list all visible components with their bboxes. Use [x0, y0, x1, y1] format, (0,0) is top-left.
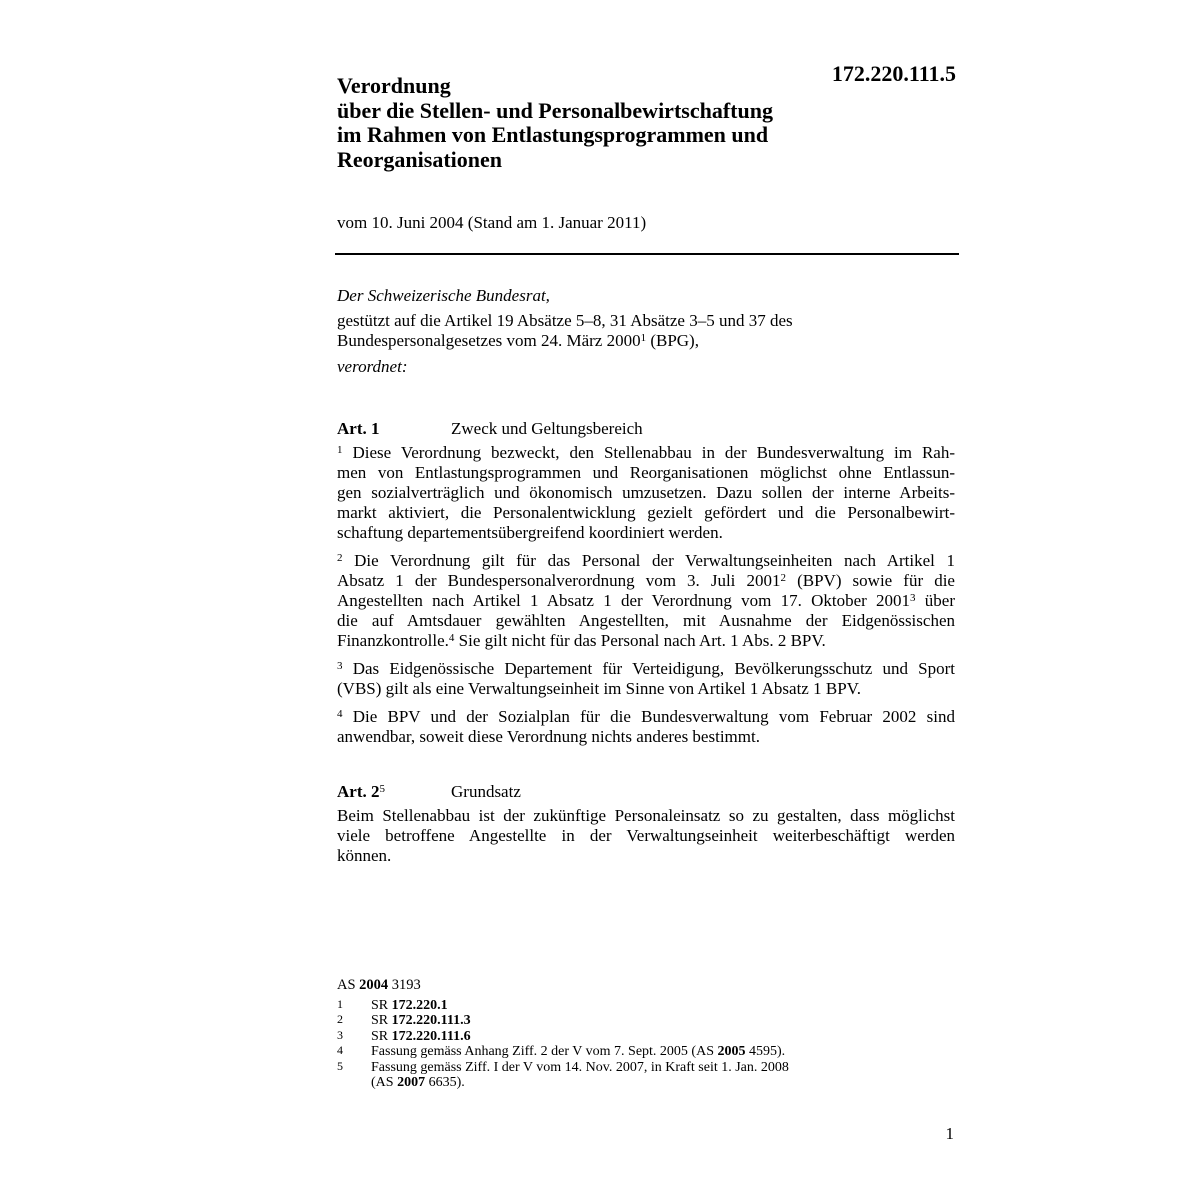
line: viele betroffene Angestellte in der Verwaltungseinheit weiterbeschäftigt werden [337, 826, 955, 845]
line [337, 443, 955, 463]
ingress-basis [337, 311, 955, 351]
line-text: Das Eidgenössische Departement für Verteidigung, Bevölkerungsschutz und Sport [342, 659, 955, 678]
paragraph-4 [337, 707, 955, 747]
paragraph-number: 1 [337, 444, 343, 456]
line [337, 707, 955, 727]
paragraph [337, 806, 955, 866]
ingress [337, 286, 955, 382]
article-heading: Zweck und Geltungsbereich [451, 419, 643, 438]
line: schaftung departementsübergreifend koordiniert werden. [337, 523, 723, 542]
article-number: Art. 1 [337, 419, 380, 438]
line-text: Sie gilt nicht für das Personal nach Art. 1 Abs. 2 BPV. [454, 631, 826, 650]
paragraph-3 [337, 659, 955, 699]
footnote-ref[interactable]: 3 [910, 592, 916, 604]
article-number: Art. $2^5$ [337, 782, 385, 801]
as-reference: AS 2004 3193 [337, 977, 421, 993]
ingress-authority: Der Schweizerische Bundesrat, [337, 286, 550, 305]
line: men von Entlastungsprogrammen und Reorganisationen möglichst ohne Entlassun- [337, 463, 955, 482]
footnote-text: Fassung gemäss Ziff. I der V vom 14. Nov. 2007, in Kraft seit 1. Jan. 2008 (AS 2007 6635). [371, 1059, 789, 1090]
title-line: Reorganisationen [337, 146, 502, 172]
title-line: im Rahmen von Entlastungsprogrammen und [337, 122, 769, 147]
line: Beim Stellenabbau ist der zukünftige Personaleinsatz so zu gestalten, dass möglichst [337, 806, 955, 825]
line-text: Absatz 1 der Bundespersonalverordnung vom 3. Juli 2001 [337, 571, 781, 590]
footnote [337, 1044, 897, 1060]
paragraph-number: 2 [337, 552, 343, 564]
footnote-ref[interactable]: 2 [780, 572, 786, 584]
page-number: 1 [945, 1124, 954, 1143]
line [337, 659, 955, 679]
document-date: vom 10. Juni 2004 (Stand am 1. Januar 2011) [337, 213, 647, 232]
footnote-number: 2 [337, 1012, 343, 1026]
line [337, 571, 955, 591]
footnote-number: 1 [337, 996, 343, 1011]
line: markt aktiviert, die Personalentwicklung gezielt gefördert und die Personalbewirt- [337, 503, 955, 522]
paragraph-number: 3 [337, 660, 343, 672]
ingress-basis-line2-end: (BPG), [646, 331, 699, 350]
paragraph-1 [337, 443, 955, 543]
footnote-text: SR 172.220.111.3 [371, 1013, 471, 1028]
footnote [337, 1029, 897, 1045]
line-text: Diese Verordnung bezweckt, den Stellenabbau in der Bundesverwaltung im Rah- [342, 443, 955, 462]
title-rule [335, 253, 959, 255]
title-line: Verordnung [337, 73, 451, 98]
ingress-basis-line2: Bundespersonalgesetzes vom 24. März 2000 [337, 331, 641, 350]
line [337, 631, 955, 651]
line-text: Die BPV und der Sozialplan für die Bundesverwaltung vom Februar 2002 sind [342, 707, 955, 726]
article-1 [337, 419, 955, 755]
footnote-text: Fassung gemäss Anhang Ziff. 2 der V vom 7. Sept. 2005 (AS 2005 4595). [371, 1044, 786, 1059]
document-title [337, 74, 897, 172]
line: (VBS) gilt als eine Verwaltungseinheit im Sinne von Artikel 1 Absatz 1 BPV. [337, 679, 861, 698]
footnotes [337, 978, 897, 1091]
line-text: über [915, 591, 955, 610]
footnote-text: SR 172.220.1 [371, 997, 448, 1013]
sr-number: 172.220.111.5 [831, 61, 956, 86]
line: gen sozialverträglich und ökonomisch umzusetzen. Dazu sollen der interne Arbeits- [337, 483, 955, 502]
line [337, 591, 955, 611]
line: die auf Amtsdauer gewählten Angestellten, mit Ausnahme der Eidgenössischen [337, 611, 955, 630]
article-1-header [337, 419, 955, 439]
footnote-ref[interactable]: 1 [640, 332, 647, 344]
article-2 [337, 782, 955, 874]
footnote-number: 5 [337, 1058, 343, 1073]
article-2-header [337, 782, 955, 802]
footnote [337, 998, 897, 1014]
footnote-ref[interactable]: 4 [448, 632, 455, 644]
footnote [337, 1013, 897, 1029]
title-line: über die Stellen- und Personalbewirtschaftung [337, 97, 773, 123]
line-text: Angestellten nach Artikel 1 Absatz 1 der Verordnung vom 17. Oktober 2001 [337, 591, 911, 610]
ingress-basis-line1: gestützt auf die Artikel 19 Absätze 5–8, 31 Absätze 3–5 und 37 des [337, 311, 793, 330]
ingress-decree: verordnet: [337, 357, 408, 376]
footnote-ref[interactable]: 5 [379, 783, 385, 795]
line-text: (BPV) sowie für die [786, 571, 955, 590]
line: anwendbar, soweit diese Verordnung nichts anderes bestimmt. [337, 727, 760, 746]
footnote-number: 3 [337, 1027, 343, 1042]
footnote [337, 1060, 897, 1091]
article-heading: Grundsatz [451, 782, 521, 801]
footnote-text: SR 172.220.111.6 [371, 1028, 471, 1044]
footnote-number: 4 [337, 1043, 343, 1057]
line-text: Finanzkontrolle. [337, 631, 449, 650]
line: können. [337, 846, 392, 865]
paragraph-number: 4 [337, 708, 343, 720]
paragraph-2 [337, 551, 955, 651]
line-text: Die Verordnung gilt für das Personal der Verwaltungseinheiten nach Artikel 1 [342, 551, 955, 570]
line [337, 551, 955, 571]
